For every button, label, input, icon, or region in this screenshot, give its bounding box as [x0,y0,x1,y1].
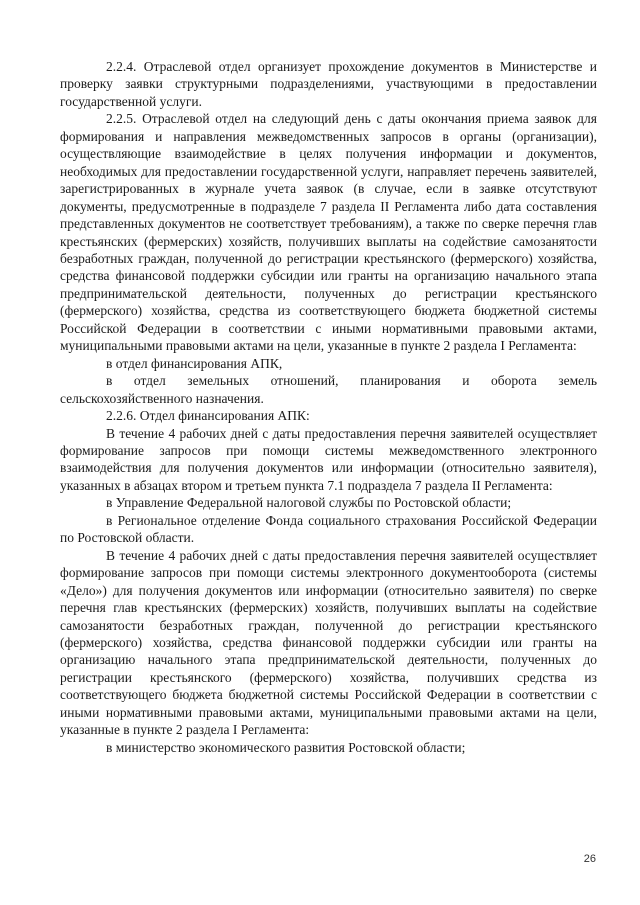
paragraph-2-2-6: 2.2.6. Отдел финансирования АПК: [106,408,310,424]
paragraph-delo-requests: В течение 4 рабочих дней с даты предоставления перечня заявителей осуществляет формирование запросов при помощи системы электронного документооборота (системы «Дело») для получения документов или информации (относительно заявителя) по сверке перечня глав крестьянских (фермерских) хозяйств, получивших выплаты на содействие самозанятости безработных граждан, полученной до регистрации крестьянского (фермерского) хозяйства, средства финансовой поддержки субсидии или гранты на организацию начального этапа предпринимательской деятельности, полученных до регистрации крестьянского (фермерского) хозяйства, получивших средства из соответствующего бюджета бюджетной системы Российской Федерации в соответствии с иными нормативными правовыми актами, муниципальными правовыми актами на цели, указанные в пункте 2 раздела I Регламента: [60,547,597,738]
paragraph-interagency-requests: В течение 4 рабочих дней с даты предоставления перечня заявителей осуществляет формирование запросов при помощи системы межведомственного электронного взаимодействия для получения документов или информации (относительно заявителя), указанных в абзацах втором и третьем пункта 7.1 подраздела 7 раздела II Регламента: [60,425,597,493]
list-item-land-dept: в отдел земельных отношений, планирования и оборота земель сельскохозяйственного назначения. [60,373,597,406]
paragraph-2-2-4: 2.2.4. Отраслевой отдел организует прохождение документов в Министерстве и проверку заявки структурными подразделениями, участвующими в предоставлении государственной услуги. [60,59,597,109]
list-item-tax-service: в Управление Федеральной налоговой службы по Ростовской области; [106,495,512,511]
page-number: 26 [583,853,596,865]
list-item-social-insurance-fund: в Региональное отделение Фонда социального страхования Российской Федерации по Ростовской области. [60,512,597,546]
list-item-economic-ministry: в министерство экономического развития Ростовской области; [106,739,466,755]
paragraph-2-2-5: 2.2.5. Отраслевой отдел на следующий день с даты окончания приема заявок для формирования и направления межведомственных запросов в органы (организации), осуществляющие взаимодействие в целях получения информации и документов, необходимых для предоставлении государственной услуги, направляет перечень заявителей, зарегистрированных в журнале учета заявок (в случае, если в заявке отсутствуют документы, предусмотренные в подразделе 7 раздела II Регламента либо дата составления представленных документов не соответствует требованиям), а также по сверке перечня глав крестьянских (фермерских) хозяйств, получивших выплаты на содействие самозанятости безработных граждан, полученной до регистрации крестьянского (фермерского) хозяйства, средства финансовой поддержки субсидии или гранты на организацию начального этапа предпринимательской деятельности, полученных до регистрации крестьянского (фермерского) хозяйства, средства из соответствующего бюджета бюджетной системы Российской Федерации в соответствии с иными нормативными правовыми актами, муниципальными правовыми актами на цели, указанные в пункте 2 раздела I Регламента: [60,111,597,354]
document-body [60,58,597,756]
list-item-finance-dept: в отдел финансирования АПК, [106,355,283,371]
